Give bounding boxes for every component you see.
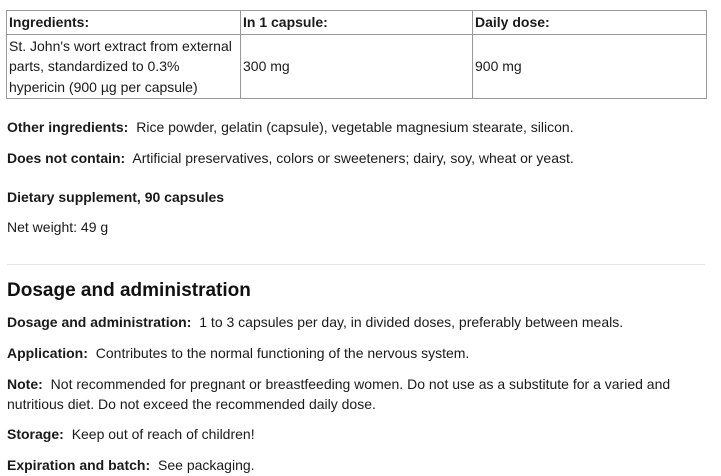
cell-ingredient: St. John's wort extract from external parts, standardized to 0.3% hypericin (900 µg per capsule) — [7, 34, 241, 99]
dosage-item-value: 1 to 3 capsules per day, in divided doses, preferably between meals. — [199, 314, 624, 330]
dosage-section-heading: Dosage and administration — [7, 280, 251, 301]
table-header-row — [7, 11, 707, 35]
section-divider — [7, 264, 705, 265]
does-not-contain-value: Artificial preservatives, colors or sweeteners; dairy, soy, wheat or yeast. — [132, 150, 574, 166]
other-ingredients-label: Other ingredients: — [7, 119, 129, 135]
other-ingredients — [7, 117, 711, 137]
cell-daily-dose: 900 mg — [473, 34, 707, 99]
header-ingredients: Ingredients: — [7, 11, 241, 35]
application-item — [7, 343, 711, 363]
header-per-capsule: In 1 capsule: — [241, 11, 473, 35]
cell-per-capsule: 300 mg — [241, 34, 473, 99]
other-ingredients-value: Rice powder, gelatin (capsule), vegetable magnesium stearate, silicon. — [136, 119, 574, 135]
does-not-contain-label: Does not contain: — [7, 150, 126, 166]
expiration-item — [7, 455, 711, 475]
note-item — [7, 374, 711, 414]
storage-item — [7, 424, 711, 444]
application-item-label: Application: — [7, 345, 88, 361]
does-not-contain — [7, 148, 711, 168]
expiration-item-value: See packaging. — [158, 457, 255, 473]
expiration-item-label: Expiration and batch: — [7, 457, 151, 473]
storage-item-value: Keep out of reach of children! — [71, 426, 255, 442]
product-type — [7, 187, 711, 207]
dosage-item — [7, 312, 711, 332]
header-daily-dose: Daily dose: — [473, 11, 707, 35]
table-row — [7, 34, 707, 99]
note-item-value: Not recommended for pregnant or breastfeeding women. Do not use as a substitute for a varied and nutritious diet. Do not exceed the recommended daily dose. — [7, 376, 671, 412]
dosage-item-label: Dosage and administration: — [7, 314, 192, 330]
application-item-value: Contributes to the normal functioning of the nervous system. — [95, 345, 470, 361]
storage-item-label: Storage: — [7, 426, 64, 442]
product-type-text: Dietary supplement, 90 capsules — [7, 189, 225, 205]
note-item-label: Note: — [7, 376, 43, 392]
ingredients-table — [6, 10, 707, 99]
net-weight: Net weight: 49 g — [7, 219, 109, 235]
